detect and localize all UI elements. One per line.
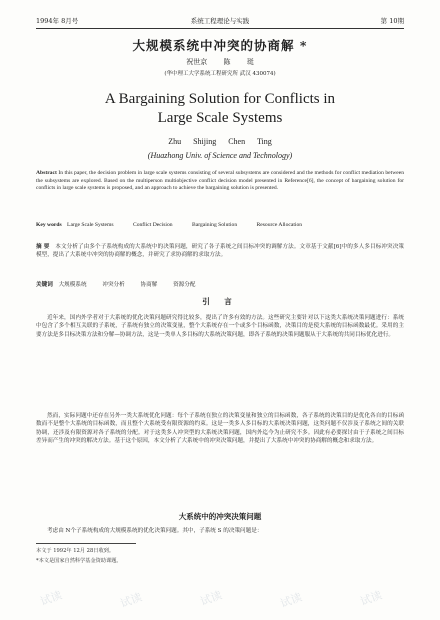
title-english-line-2: Large Scale Systems [157,110,283,126]
watermark: 试读 [358,588,384,609]
cn-keyword: 协商解 [140,282,158,288]
cn-keywords-label: 关键词 [36,282,53,288]
keyword: Large Scale Systems [67,222,114,228]
affiliation-chinese: (华中理工大学系统工程研究所 武汉 430074) [164,71,276,77]
cn-abstract-label: 摘 要 [36,244,50,250]
keywords-english [36,222,404,228]
header-rule [36,28,404,29]
watermark: 试读 [118,590,144,611]
authors-english: Zhu Shijing Chen Ting [168,137,272,146]
title-chinese: 大规模系统中冲突的协商解 * [132,38,308,53]
abstract-chinese [36,243,404,260]
keywords-chinese [36,280,404,288]
paragraph-2: 然而，实际问题中还存在另外一类大系统优化问题：每个子系统在独立的决策变量和独立的目标函数，各子系统的决策目的是优化各自的目标函数而不是整个大系统的目标函数，而且整个大系统受有限资源的约束。这是一类多人多目标的大系统决策问题，这类问题不仅涉及子系统之间的关联协调，还涉及有限资源对各子系统的分配。对于这类多人冲突型的大系统决策问题，国内外迄今为止研究不多。因此有必要探讨由于子系统之间目标差异而产生的冲突的解决方法。基于这个原因，本文分析了大系统中的冲突决策问题，并提出了大系统中冲突的协商解的概念和求取方法。 [36,413,404,445]
keyword: Bargaining Solution [192,222,238,228]
authors-chinese: 祝世京 陈 珽 [186,58,254,66]
running-header [0,16,440,28]
cn-keyword: 资源分配 [173,282,196,288]
cn-abstract-text: 本文分析了由多个子系统构成的大系统中的决策问题，研究了各子系统之间目标冲突的调解方法。文章基于文献[6]中的多人多目标冲突决策模型，提出了大系统中冲突的协商解的概念，并研究了求协商解的求取方法。 [36,244,405,259]
watermark: 试读 [38,588,64,609]
section-heading-introduction: 引 言 [202,297,238,306]
watermark: 试读 [278,590,304,611]
section-heading-conflict-problem: 大系统中的冲突决策问题 [178,512,262,521]
cn-keyword: 大规模系统 [58,282,87,288]
header-journal: 系统工程理论与实践 [190,17,250,25]
watermark: 试读 [198,588,224,609]
paragraph-1: 近年来，国内外学者对于大系统的优化决策问题研究得比较多，提出了许多有效的方法。这些研究主要针对以下这类大系统决策问题进行：系统中包含了多个相互关联的子系统，子系统有独立的决策变量，整个大系统存在一个或多个目标函数，决策目的是使大系统的目标函数最优。采用的主要方法是多目标决策方法和分解—协调方法，这是一类单人多目标的大系统决策问题，即各子系统的决策问题服从于大系统的共同目标优化进行。 [36,315,404,338]
abstract-english [36,170,404,193]
keyword: Conflict Decision [132,222,173,228]
abstract-label: Abstract [36,170,57,176]
footnote-received: 本文于 1992年 12月 28日收到。 [36,548,115,554]
title-english [0,90,440,128]
header-issue-number: 第 10期 [380,17,404,25]
footnote-funding: *本文是国家自然科学基金资助课题。 [36,558,122,564]
footnote-rule [36,543,136,544]
keywords-label: Key words [36,222,62,228]
header-issue-date: 1994年 8月号 [36,17,79,25]
abstract-text: In this paper, the decision problem in large scale systems consisting of several subsystems are considered and the methods for conflict mediation between the subsystems are explored. Based on the multiperson multiobjective conflict decision model presented in Reference[6], the concept of bargaining solution for conflicts in large scale systems is proposed, and an approach to achieve the bargaining solution is presented. [36,170,404,192]
affiliation-english: (Huazhong Univ. of Science and Technology) [147,151,293,160]
keyword: Resource Allocation [256,222,303,228]
title-english-line-1: A Bargaining Solution for Conflicts in [104,91,336,107]
paragraph-3: 考虑由 N个子系统构成的大规模系统的优化决策问题。其中，子系统 S 的决策问题是： [47,528,263,534]
cn-keyword: 冲突分析 [102,282,125,288]
